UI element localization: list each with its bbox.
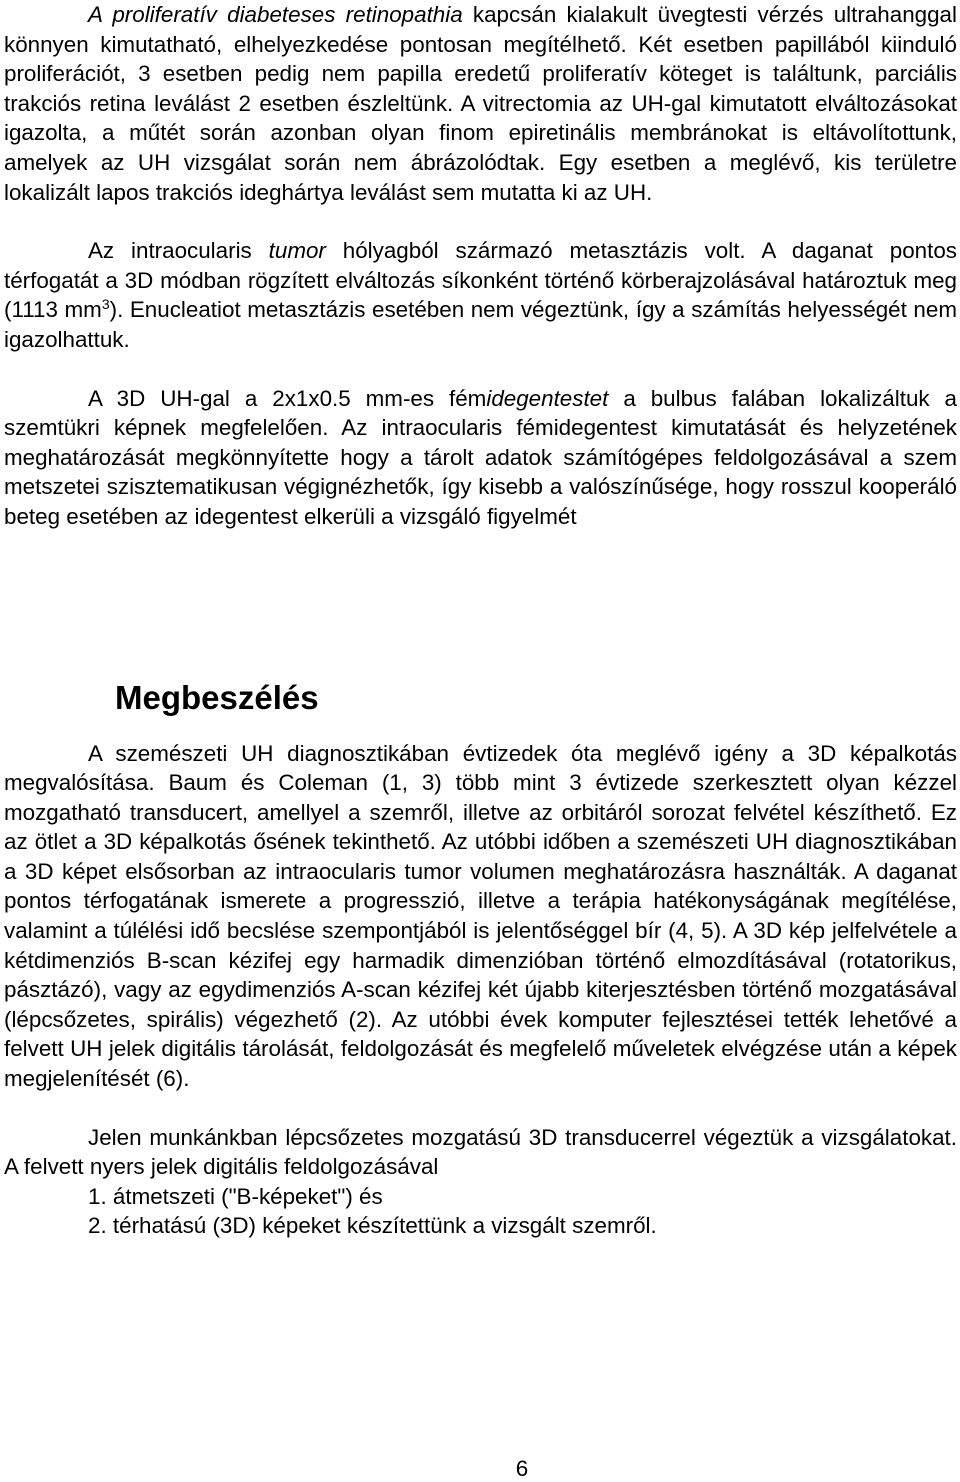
numbered-list [4, 1182, 957, 1241]
list-item: 2. térhatású (3D) képeket készítettünk a vizsgált szemről. [88, 1213, 657, 1239]
paragraph-text: Az intraocularis [88, 238, 269, 264]
italic-term: A proliferatív diabeteses retinopathia [88, 2, 463, 27]
list-item: 1. átmetszeti ("B-képeket") és [88, 1183, 383, 1209]
superscript: 3 [101, 296, 110, 313]
paragraph-text: a bulbus falában lokalizáltuk a szemtükri képnek megfelelően. Az intraocularis fémidegentest kimutatását és helyzetének meghatározását megkönnyítette hogy a tárolt adatok számítógépes feldolgozásával a szem metszetei szisztematikusan végignézhetők, így kisebb a valószínűsége, hogy rosszul kooperáló beteg esetében az idegentest elkerüli a vizsgáló figyelmét [4, 385, 957, 529]
section-heading: Megbeszélés [115, 678, 319, 716]
paragraph-discussion: A szemészeti UH diagnosztikában évtizedek óta meglévő igény a 3D képalkotás megvalósítása. Baum és Coleman (1, 3) több mint 3 évtizede szerkesztett olyan kézzel mozgatható transducert, amellyel a szemről, illetve az orbitáról sorozat felvétel készíthető. Ez az ötlet a 3D képalkotás ősének tekinthető. Az utóbbi időben a szemészeti UH diagnosztikában a 3D képet elsősorban az intraocularis tumor volumen meghatározásra használták. A daganat pontos térfogatának ismerete a progresszió, illetve a terápia hatékonyságának megítélése, valamint a túlélési idő becslése szempontjából is jelentőséggel bír (4, 5). A 3D kép jelfelvétele a kétdimenziós B-scan kézifej egy harmadik dimenzióban történő elmozdításával (rotatorikus, pásztázó), vagy az egydimenziós A-scan kézifej két újabb kiterjesztésben történő mozgatásával (lépcsőzetes, spirális) végezhető (2). Az utóbbi évek komputer fejlesztései tették lehetővé a felvett UH jelek digitális tárolását, feldolgozását és megfelelő műveletek elvégzése után a képek megjelenítését (6). [4, 740, 957, 1092]
paragraph-diabetic-retinopathy [4, 0, 957, 207]
italic-term: tumor [268, 238, 326, 264]
paragraph-tumor [4, 236, 957, 354]
paragraph-text: A 3D UH-gal a 2x1x0.5 mm-es fém [88, 385, 487, 411]
paragraph-methods: Jelen munkánkban lépcsőzetes mozgatású 3D transducerrel végeztük a vizsgálatokat. A felvett nyers jelek digitális feldolgozásával [4, 1124, 957, 1180]
paragraph-text: ). Enucleatiot metasztázis esetében nem végeztünk, így a számítás helyességét nem igazolhattuk. [4, 297, 957, 352]
paragraph-text: kapcsán kialakult üvegtesti vérzés ultrahanggal könnyen kimutatható, elhelyezkedése pontosan megítélhető. Két esetben papillából kiinduló proliferációt, 3 esetben pedig nem papilla eredetű proliferatív köteget is találtunk, parciális trakciós retina leválást 2 esetben észleltünk. A vitrectomia az UH-gal kimutatott elváltozásokat igazolta, a műtét során azonban olyan finom epiretinális membránokat is eltávolítottunk, amelyek az UH vizsgálat során nem ábrázolódtak. Egy esetben a meglévő, kis területre lokalizált lapos trakciós ideghártya leválást sem mutatta ki az UH. [4, 2, 957, 205]
document-page [4, 0, 957, 1241]
page-number: 6 [515, 1456, 529, 1481]
paragraph-foreign-body [4, 384, 957, 532]
paragraph-text: hólyagból származó metasztázis volt. A daganat pontos térfogatát a 3D módban rögzített elváltozás síkonként történő körberajzolásával határoztuk meg (1113 mm [4, 238, 957, 323]
italic-term: idegentestet [486, 385, 609, 411]
